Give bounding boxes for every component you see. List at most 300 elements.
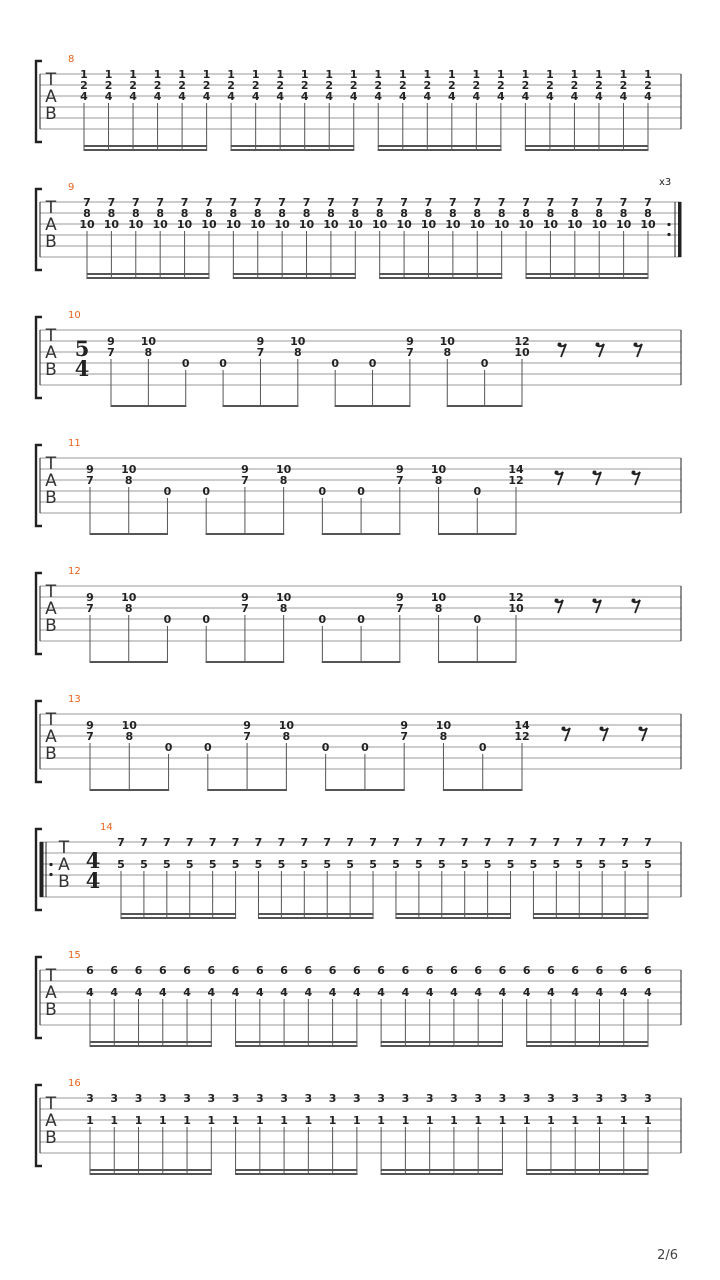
fret-number: 4 (472, 90, 481, 103)
time-signature-top: 5 (74, 336, 90, 361)
note-beam (379, 273, 502, 275)
fret-number: 7 (83, 196, 91, 209)
fret-number: 4 (474, 986, 483, 999)
fret-number: 10 (128, 218, 144, 231)
fret-number: 1 (178, 68, 186, 81)
fret-number: 10 (439, 335, 455, 348)
eighth-rest-dot (632, 599, 636, 603)
note-beam (235, 1041, 357, 1043)
fret-number: 3 (353, 1092, 361, 1105)
note-beam (258, 917, 374, 919)
note-beam (381, 1169, 503, 1171)
fret-number: 7 (522, 196, 530, 209)
eighth-rest-dot (555, 471, 559, 475)
fret-number: 1 (619, 68, 628, 81)
fret-number: 7 (570, 196, 579, 209)
fret-number: 5 (392, 858, 400, 871)
fret-number: 1 (207, 1114, 216, 1127)
fret-number: 4 (450, 986, 458, 999)
tab-system-14 (36, 822, 681, 919)
fret-number: 4 (425, 986, 434, 999)
fret-number: 3 (86, 1092, 94, 1105)
fret-number: 5 (300, 858, 309, 871)
fret-number: 3 (183, 1092, 191, 1105)
fret-number: 4 (202, 90, 211, 103)
fret-number: 1 (349, 68, 358, 81)
fret-number: 4 (595, 90, 603, 103)
fret-number: 3 (328, 1092, 337, 1105)
fret-number: 10 (420, 218, 437, 231)
fret-number: 3 (280, 1092, 288, 1105)
fret-number: 7 (185, 836, 194, 849)
start-repeat-thick (40, 842, 44, 897)
tab-clef-letter: T (45, 198, 57, 218)
fret-number: 10 (121, 463, 137, 476)
fret-number: 7 (205, 196, 213, 209)
fret-number: 4 (522, 986, 531, 999)
measure-number: 8 (68, 54, 75, 65)
note-beam (381, 1045, 503, 1047)
fret-number: 12 (508, 474, 524, 487)
fret-number: 7 (644, 836, 652, 849)
fret-number: 8 (83, 207, 91, 220)
fret-number: 7 (327, 196, 335, 209)
fret-number: 2 (325, 79, 334, 92)
tab-system-15 (36, 950, 681, 1047)
fret-number: 10 (372, 218, 388, 231)
fret-number: 4 (251, 90, 260, 103)
fret-number: 0 (331, 357, 340, 370)
note-beam (231, 145, 355, 147)
tab-clef-letter: T (45, 454, 57, 474)
fret-number: 10 (140, 335, 157, 348)
tab-clef-letter: A (45, 599, 57, 619)
fret-number: 7 (497, 196, 506, 209)
note-beam (526, 1041, 648, 1043)
tab-clef-letter: A (45, 471, 57, 491)
tab-clef-letter: A (45, 983, 57, 1003)
fret-number: 1 (644, 1114, 652, 1127)
fret-number: 7 (621, 836, 629, 849)
system-bracket (36, 701, 42, 782)
fret-number: 5 (369, 858, 377, 871)
fret-number: 4 (153, 90, 162, 103)
fret-number: 8 (546, 207, 555, 220)
fret-number: 10 (514, 346, 530, 359)
fret-number: 1 (80, 68, 88, 81)
tab-system-8 (36, 54, 681, 151)
fret-number: 1 (595, 68, 603, 81)
fret-number: 8 (279, 602, 288, 615)
repeat-dot (667, 223, 670, 226)
fret-number: 3 (304, 1092, 313, 1105)
note-beam (526, 277, 649, 279)
fret-number: 5 (162, 858, 171, 871)
fret-number: 6 (280, 964, 288, 977)
fret-number: 1 (571, 1114, 580, 1127)
fret-number: 5 (529, 858, 538, 871)
tab-clef-letter: T (45, 70, 57, 90)
fret-number: 6 (450, 964, 458, 977)
fret-number: 7 (400, 196, 408, 209)
fret-number: 4 (80, 90, 88, 103)
fret-number: 1 (619, 1114, 628, 1127)
note-beam (378, 149, 502, 151)
fret-number: 9 (86, 463, 94, 476)
tab-clef-letter: B (45, 360, 57, 380)
fret-number: 6 (547, 964, 555, 977)
fret-number: 2 (349, 79, 358, 92)
system-bracket (36, 445, 42, 526)
fret-number: 4 (374, 90, 383, 103)
fret-number: 5 (621, 858, 629, 871)
fret-number: 4 (571, 986, 580, 999)
fret-number: 5 (598, 858, 607, 871)
tab-clef-letter: B (45, 744, 57, 764)
note-beam (395, 917, 511, 919)
note-beam (235, 1173, 357, 1175)
fret-number: 0 (480, 357, 489, 370)
note-beam (525, 149, 649, 151)
fret-number: 6 (498, 964, 507, 977)
note-beam (379, 277, 502, 279)
fret-number: 6 (619, 964, 628, 977)
tab-clef-letter: T (45, 326, 57, 346)
fret-number: 1 (104, 68, 113, 81)
fret-number: 10 (121, 719, 137, 732)
fret-number: 0 (202, 485, 211, 498)
fret-number: 2 (227, 79, 235, 92)
fret-number: 7 (483, 836, 492, 849)
repeat-dot (49, 863, 52, 866)
repeat-dot (49, 873, 52, 876)
tab-clef-letter: B (45, 232, 57, 252)
fret-number: 7 (180, 196, 189, 209)
fret-number: 6 (522, 964, 531, 977)
fret-number: 4 (644, 90, 652, 103)
fret-number: 4 (104, 90, 113, 103)
fret-number: 0 (163, 485, 172, 498)
fret-number: 7 (552, 836, 561, 849)
fret-number: 4 (644, 986, 652, 999)
fret-number: 3 (522, 1092, 531, 1105)
fret-number: 1 (153, 68, 162, 81)
fret-number: 2 (80, 79, 88, 92)
fret-number: 4 (328, 986, 337, 999)
fret-number: 0 (203, 741, 212, 754)
fret-number: 1 (377, 1114, 385, 1127)
fret-number: 4 (595, 986, 604, 999)
fret-number: 3 (158, 1092, 167, 1105)
system-bracket (36, 61, 42, 142)
fret-number: 1 (447, 68, 456, 81)
fret-number: 3 (595, 1092, 604, 1105)
fret-number: 1 (110, 1114, 119, 1127)
fret-number: 9 (243, 719, 251, 732)
fret-number: 5 (575, 858, 584, 871)
fret-number: 2 (300, 79, 309, 92)
fret-number: 5 (460, 858, 469, 871)
fret-number: 7 (369, 836, 377, 849)
fret-number: 1 (425, 1114, 434, 1127)
fret-number: 9 (241, 463, 249, 476)
fret-number: 0 (321, 741, 330, 754)
tab-clef-letter: A (45, 343, 57, 363)
fret-number: 2 (472, 79, 481, 92)
system-bracket (36, 317, 42, 398)
tab-system-13 (36, 694, 681, 791)
note-beam (223, 405, 299, 407)
fret-number: 6 (110, 964, 119, 977)
system-bracket (36, 1085, 42, 1166)
fret-number: 4 (158, 986, 167, 999)
tab-clef-letter: T (45, 1094, 57, 1114)
fret-number: 4 (325, 90, 334, 103)
fret-number: 10 (445, 218, 461, 231)
fret-number: 4 (547, 986, 555, 999)
fret-number: 8 (302, 207, 311, 220)
note-beam (438, 533, 516, 535)
fret-number: 2 (153, 79, 162, 92)
fret-number: 6 (158, 964, 167, 977)
fret-number: 2 (374, 79, 383, 92)
measure-number: 11 (68, 438, 81, 449)
fret-number: 4 (497, 90, 505, 103)
fret-number: 7 (424, 196, 433, 209)
fret-number: 7 (395, 602, 404, 615)
fret-number: 8 (439, 730, 448, 743)
fret-number: 4 (304, 986, 313, 999)
fret-number: 8 (229, 207, 238, 220)
fret-number: 6 (377, 964, 385, 977)
fret-number: 7 (406, 346, 414, 359)
fret-number: 7 (208, 836, 217, 849)
fret-number: 8 (278, 207, 286, 220)
fret-number: 6 (134, 964, 143, 977)
eighth-rest-dot (555, 599, 559, 603)
fret-number: 2 (644, 79, 652, 92)
measure-number: 13 (68, 694, 81, 705)
note-beam (447, 405, 523, 407)
fret-number: 2 (546, 79, 554, 92)
system-bracket (36, 573, 42, 654)
time-signature-bottom: 4 (74, 356, 90, 381)
fret-number: 4 (134, 986, 143, 999)
eighth-rest-dot (632, 471, 636, 475)
fret-number: 1 (325, 68, 334, 81)
fret-number: 4 (86, 986, 94, 999)
tab-clef-letter: B (58, 872, 70, 892)
fret-number: 6 (595, 964, 604, 977)
tab-clef-letter: T (45, 582, 57, 602)
fret-number: 9 (395, 463, 404, 476)
eighth-rest-dot (562, 727, 566, 731)
fret-number: 10 (567, 218, 583, 231)
fret-number: 6 (425, 964, 434, 977)
note-beam (235, 1169, 357, 1171)
fret-number: 1 (202, 68, 211, 81)
fret-number: 0 (164, 741, 173, 754)
fret-number: 6 (207, 964, 216, 977)
fret-number: 8 (205, 207, 213, 220)
fret-number: 2 (251, 79, 260, 92)
fret-number: 7 (156, 196, 165, 209)
fret-number: 10 (323, 218, 339, 231)
tab-clef-letter: T (45, 966, 57, 986)
fret-number: 8 (619, 207, 628, 220)
fret-number: 4 (231, 986, 240, 999)
fret-number: 5 (437, 858, 446, 871)
fret-number: 8 (279, 474, 288, 487)
fret-number: 12 (514, 730, 530, 743)
note-beam (381, 1173, 503, 1175)
fret-number: 1 (474, 1114, 483, 1127)
tab-clef-letter: T (58, 838, 70, 858)
fret-number: 8 (144, 346, 153, 359)
fret-number: 7 (546, 196, 555, 209)
system-bracket (36, 957, 42, 1038)
eighth-rest-dot (639, 727, 643, 731)
fret-number: 4 (207, 986, 216, 999)
note-beam (90, 1169, 212, 1171)
fret-number: 7 (346, 836, 354, 849)
fret-number: 4 (619, 90, 628, 103)
fret-number: 9 (86, 591, 94, 604)
fret-number: 4 (227, 90, 235, 103)
fret-number: 3 (571, 1092, 580, 1105)
fret-number: 2 (521, 79, 530, 92)
fret-number: 2 (497, 79, 505, 92)
fret-number: 14 (514, 719, 530, 732)
fret-number: 10 (493, 218, 510, 231)
fret-number: 4 (280, 986, 288, 999)
fret-number: 0 (219, 357, 227, 370)
tab-clef-letter: A (58, 855, 70, 875)
fret-number: 0 (318, 613, 327, 626)
eighth-rest-dot (593, 599, 597, 603)
fret-number: 0 (163, 613, 172, 626)
fret-number: 4 (183, 986, 191, 999)
fret-number: 1 (547, 1114, 555, 1127)
fret-number: 5 (346, 858, 354, 871)
fret-number: 8 (375, 207, 384, 220)
fret-number: 7 (131, 196, 140, 209)
fret-number: 1 (497, 68, 505, 81)
fret-number: 7 (278, 196, 286, 209)
fret-number: 0 (368, 357, 377, 370)
fret-number: 5 (552, 858, 561, 871)
fret-number: 1 (423, 68, 432, 81)
fret-number: 10 (640, 218, 656, 231)
fret-number: 4 (498, 986, 507, 999)
tab-clef-letter: A (45, 1111, 57, 1131)
fret-number: 4 (178, 90, 186, 103)
fret-number: 2 (423, 79, 432, 92)
fret-number: 7 (392, 836, 400, 849)
system-bracket (36, 189, 42, 270)
note-beam (438, 661, 516, 663)
page-number: 2/6 (657, 1248, 678, 1263)
fret-number: 3 (231, 1092, 240, 1105)
fret-number: 4 (423, 90, 432, 103)
fret-number: 7 (375, 196, 384, 209)
fret-number: 2 (398, 79, 407, 92)
fret-number: 4 (398, 90, 407, 103)
fret-number: 8 (522, 207, 530, 220)
fret-number: 10 (121, 591, 137, 604)
fret-number: 3 (255, 1092, 264, 1105)
fret-number: 7 (644, 196, 652, 209)
fret-number: 6 (353, 964, 361, 977)
tab-system-16 (36, 1078, 681, 1175)
note-beam (84, 145, 208, 147)
fret-number: 7 (400, 730, 409, 743)
fret-number: 8 (570, 207, 579, 220)
fret-number: 10 (430, 463, 447, 476)
fret-number: 1 (255, 1114, 264, 1127)
fret-number: 10 (396, 218, 412, 231)
time-signature-top: 4 (85, 848, 101, 873)
fret-number: 7 (437, 836, 446, 849)
fret-number: 8 (156, 207, 165, 220)
fret-number: 7 (300, 836, 309, 849)
fret-number: 4 (276, 90, 285, 103)
fret-number: 0 (478, 741, 487, 754)
fret-number: 7 (140, 836, 148, 849)
fret-number: 1 (251, 68, 260, 81)
note-beam (233, 277, 356, 279)
fret-number: 6 (183, 964, 191, 977)
repeat-count-text: x3 (659, 177, 672, 188)
note-beam (526, 1169, 648, 1171)
note-beam (207, 789, 287, 791)
note-beam (90, 1045, 212, 1047)
fret-number: 1 (129, 68, 137, 81)
fret-number: 0 (473, 613, 482, 626)
fret-number: 5 (644, 858, 652, 871)
note-beam (206, 661, 284, 663)
fret-number: 8 (124, 602, 133, 615)
fret-number: 3 (207, 1092, 216, 1105)
tab-clef-letter: B (45, 104, 57, 124)
fret-number: 8 (180, 207, 189, 220)
fret-number: 1 (570, 68, 579, 81)
fret-number: 1 (472, 68, 481, 81)
note-beam (533, 917, 649, 919)
fret-number: 10 (176, 218, 193, 231)
fret-number: 8 (644, 207, 652, 220)
fret-number: 7 (241, 602, 249, 615)
fret-number: 7 (395, 474, 404, 487)
fret-number: 7 (107, 196, 116, 209)
eighth-rest-dot (596, 343, 600, 347)
fret-number: 10 (518, 218, 534, 231)
note-beam (258, 913, 374, 915)
note-beam (87, 273, 210, 275)
fret-number: 7 (107, 346, 115, 359)
measure-number: 15 (68, 950, 81, 961)
fret-number: 2 (276, 79, 285, 92)
fret-number: 7 (351, 196, 360, 209)
fret-number: 10 (290, 335, 306, 348)
fret-number: 1 (231, 1114, 240, 1127)
fret-number: 3 (474, 1092, 483, 1105)
fret-number: 4 (353, 986, 361, 999)
fret-number: 8 (253, 207, 262, 220)
fret-number: 10 (275, 591, 292, 604)
fret-number: 7 (117, 836, 125, 849)
fret-number: 10 (79, 218, 95, 231)
